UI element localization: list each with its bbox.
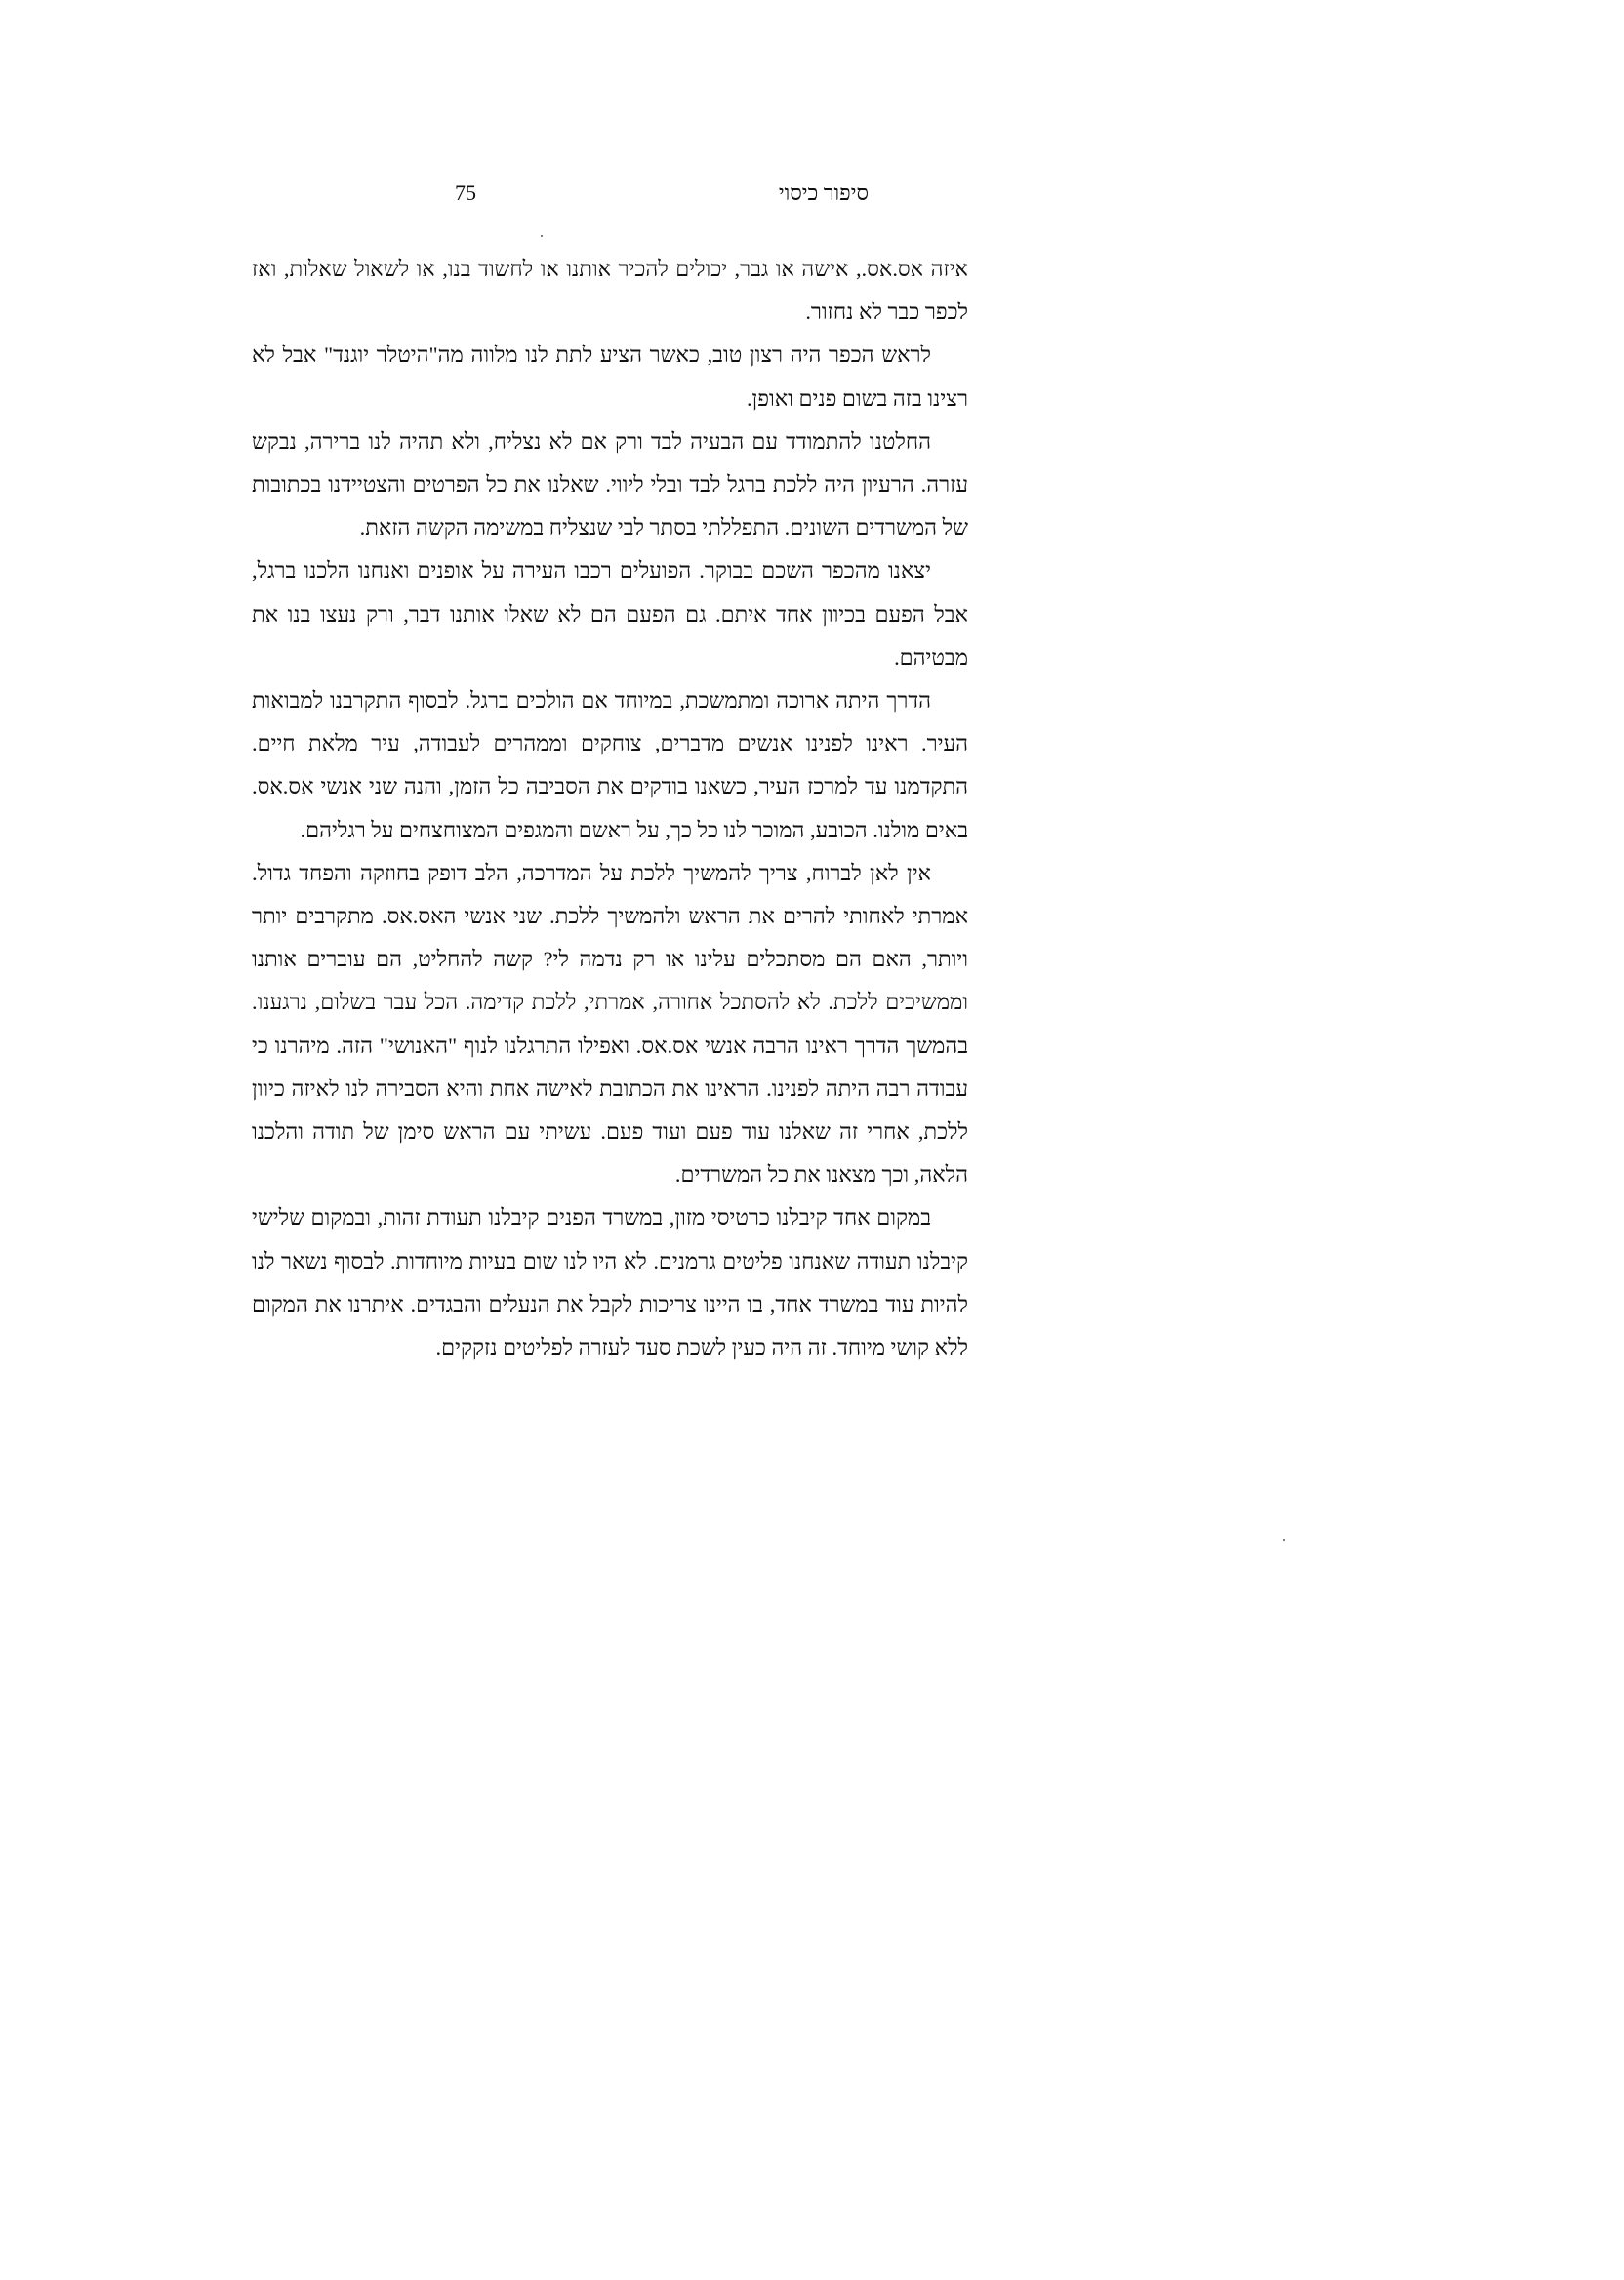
scan-speck <box>541 235 543 237</box>
book-title: סיפור כיסוי <box>778 181 869 205</box>
paragraph: במקום אחד קיבלנו כרטיסי מזון, במשרד הפנים קיבלנו תעודת זהות, ובמקום שלישי קיבלנו תעודה שאנחנו פליטים גרמנים. לא היו לנו שום בעיות מיוחדות. לבסוף נשאר לנו להיות עוד במשרד אחד, בו היינו צריכות לקבל את הנעלים והבגדים. איתרנו את המקום ללא קושי מיוחד. זה היה כעין לשכת סעד לעזרה לפליטים נזקקים. <box>252 1205 968 1361</box>
paragraph: איזה אס.אס., אישה או גבר, יכולים להכיר אותנו או לחשוד בנו, או לשאול שאלות, ואז לכפר כבר לא נחזור. <box>252 257 968 325</box>
running-header <box>455 174 869 213</box>
paragraph: אין לאן לברוח, צריך להמשיך ללכת על המדרכה, הלב דופק בחוזקה והפחד גדול. אמרתי לאחותי להרים את הראש ולהמשיך ללכת. שני אנשי האס.אס. מתקרבים יותר ויותר, האם הם מסתכלים עלינו או רק נדמה לי? קשה להחליט, הם עוברים אותנו וממשיכים ללכת. לא להסתכל אחורה, אמרתי, ללכת קדימה. הכל עבר בשלום, נרגענו. בהמשך הדרך ראינו הרבה אנשי אס.אס. ואפילו התרגלנו לנוף "האנושי" הזה. מיהרנו כי עבודה רבה היתה לפנינו. הראינו את הכתובת לאישה אחת והיא הסבירה לנו לאיזה כיוון ללכת, אחרי זה שאלנו עוד פעם ועוד פעם. עשיתי עם הראש סימן של תודה והלכנו הלאה, וכך מצאנו את כל המשרדים. <box>252 860 968 1188</box>
paragraph: יצאנו מהכפר השכם בבוקר. הפועלים רכבו העירה על אופנים ואנחנו הלכנו ברגל, אבל הפעם בכיוון אחד איתם. גם הפעם הם לא שאלו אותנו דבר, ורק נעצו בנו את מבטיהם. <box>252 558 968 670</box>
paragraph: לראש הכפר היה רצון טוב, כאשר הציע לתת לנו מלווה מה"היטלר יוגנד" אבל לא רצינו בזה בשום פנים ואופן. <box>252 343 968 411</box>
paragraph: הדרך היתה ארוכה ומתמשכת, במיוחד אם הולכים ברגל. לבסוף התקרבנו למבואות העיר. ראינו לפנינו אנשים מדברים, צוחקים וממהרים לעבודה, עיר מלאת חיים. התקדמנו עד למרכז העיר, כשאנו בודקים את הסביבה כל הזמן, והנה שני אנשי אס.אס. באים מולנו. הכובע, המוכר לנו כל כך, על ראשם והמגפים המצוחצחים על רגליהם. <box>252 688 968 842</box>
paragraph: החלטנו להתמודד עם הבעיה לבד ורק אם לא נצליח, ולא תהיה לנו ברירה, נבקש עזרה. הרעיון היה ללכת ברגל לבד ובלי ליווי. שאלנו את כל הפרטים והצטיידנו בכתובות של המשרדים השונים. התפללתי בסתר לבי שנצליח במשימה הקשה הזאת. <box>252 428 968 541</box>
scan-speck <box>1283 1539 1285 1541</box>
body-text <box>252 248 968 1369</box>
page-number: 75 <box>455 181 476 205</box>
